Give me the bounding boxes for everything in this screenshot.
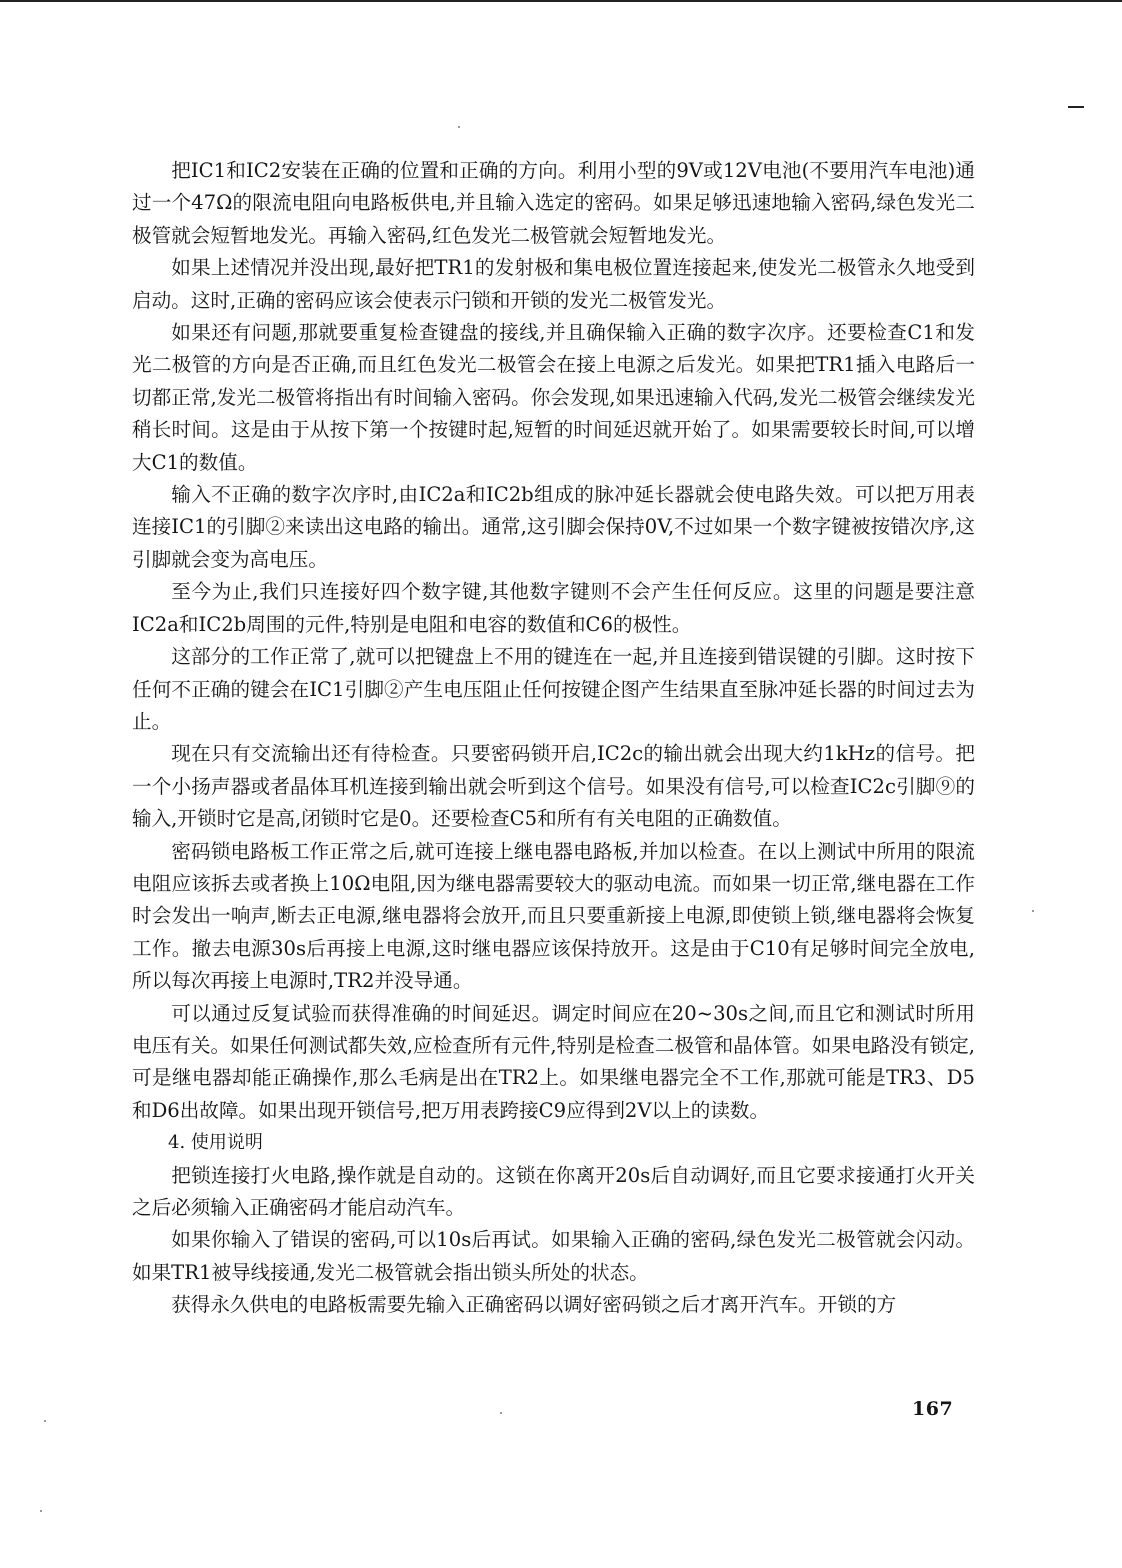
paragraph-unused-keys: 这部分的工作正常了,就可以把键盘上不用的键连在一起,并且连接到错误键的引脚。这时按下任何不正确的键会在IC1引脚②产生电压阻止任何按键企图产生结果直至脉冲延长器的时间过去为止。 — [132, 645, 975, 733]
paragraph-ac-output: 现在只有交流输出还有待检查。只要密码锁开启,IC2c的输出就会出现大约1kHz的信号。把一个小扬声器或者晶体耳机连接到输出就会听到这个信号。如果没有信号,可以检查IC2c引脚⑨的输入,开锁时它是高,闭锁时它是0。还要检查C5和所有有关电阻的正确数值。 — [132, 742, 975, 831]
page-number: 167 — [912, 1398, 954, 1420]
paragraph-keypad-check: 如果还有问题,那就要重复检查键盘的接线,并且确保输入正确的数字次序。还要检查C1和发光二极管的方向是否正确,而且红色发光二极管会在接上电源之后发光。如果把TR1插入电路后一切都正常,发光二极管将指出有时间输入密码。你会发现,如果迅速输入代码,发光二极管会继续发光稍长时间。这是由于从按下第一个按键时起,短暂的时间延迟就开始了。如果需要较长时间,可以增大C1的数值。 — [132, 321, 975, 474]
scan-speck — [458, 126, 460, 128]
paragraph-permanent-supply: 获得永久供电的电路板需要先输入正确密码以调好密码锁之后才离开汽车。开锁的方 — [171, 1293, 897, 1317]
section-heading-usage: 4. 使用说明 — [168, 1132, 263, 1154]
paragraph-four-keys: 至今为止,我们只连接好四个数字键,其他数字键则不会产生任何反应。这里的问题是要注意IC2a和IC2b周围的元件,特别是电阻和电容的数值和C6的极性。 — [132, 580, 975, 636]
scan-speck — [1032, 910, 1034, 912]
body-text — [132, 155, 975, 1322]
paragraph-relay-board: 密码锁电路板工作正常之后,就可连接上继电器电路板,并加以检查。在以上测试中所用的限流电阻应该拆去或者换上10Ω电阻,因为继电器需要较大的驱动电流。而如果一切正常,继电器在工作时会发出一响声,断去正电源,继电器将会放开,而且只要重新接上电源,即使锁上锁,继电器将会恢复工作。撤去电源30s后再接上电源,这时继电器应该保持放开。这是由于C10有足够时间完全放电,所以每次再接上电源时,TR2并没导通。 — [132, 839, 975, 993]
paragraph-pulse-stretcher: 输入不正确的数字次序时,由IC2a和IC2b组成的脉冲延长器就会使电路失效。可以把万用表连接IC1的引脚②来读出这电路的输出。通常,这引脚会保持0V,不过如果一个数字键被按错次序,这引脚就会变为高电压。 — [132, 483, 975, 571]
paragraph-wrong-code: 如果你输入了错误的密码,可以10s后再试。如果输入正确的密码,绿色发光二极管就会闪动。如果TR1被导线接通,发光二极管就会指出锁头所处的状态。 — [132, 1228, 975, 1284]
top-border-line — [0, 0, 1122, 2]
paragraph-ignition: 把锁连接打火电路,操作就是自动的。这锁在你离开20s后自动调好,而且它要求接通打火开关之后必须输入正确密码才能启动汽车。 — [132, 1163, 975, 1219]
scan-speck — [500, 1412, 502, 1414]
scan-speck — [40, 1510, 42, 1512]
paragraph-tr1-bridge: 如果上述情况并没出现,最好把TR1的发射极和集电极位置连接起来,使发光二极管永久地受到启动。这时,正确的密码应该会使表示闩锁和开锁的发光二极管发光。 — [132, 256, 975, 312]
paragraph-time-delay: 可以通过反复试验而获得准确的时间延迟。调定时间应在20~30s之间,而且它和测试时所用电压有关。如果任何测试都失效,应检查所有元件,特别是检查二极管和晶体管。如果电路没有锁定,可是继电器却能正确操作,那么毛病是出在TR2上。如果继电器完全不工作,那就可能是TR3、D5和D6出故障。如果出现开锁信号,把万用表跨接C9应得到2V以上的读数。 — [132, 1001, 975, 1122]
paragraph-install-ic: 把IC1和IC2安装在正确的位置和正确的方向。利用小型的9V或12V电池(不要用汽车电池)通过一个47Ω的限流电阻向电路板供电,并且输入选定的密码。如果足够迅速地输入密码,绿色发光二极管就会短暂地发光。再输入密码,红色发光二极管就会短暂地发光。 — [132, 159, 975, 247]
scan-speck — [44, 1420, 46, 1422]
margin-dash-mark — [1068, 106, 1084, 108]
